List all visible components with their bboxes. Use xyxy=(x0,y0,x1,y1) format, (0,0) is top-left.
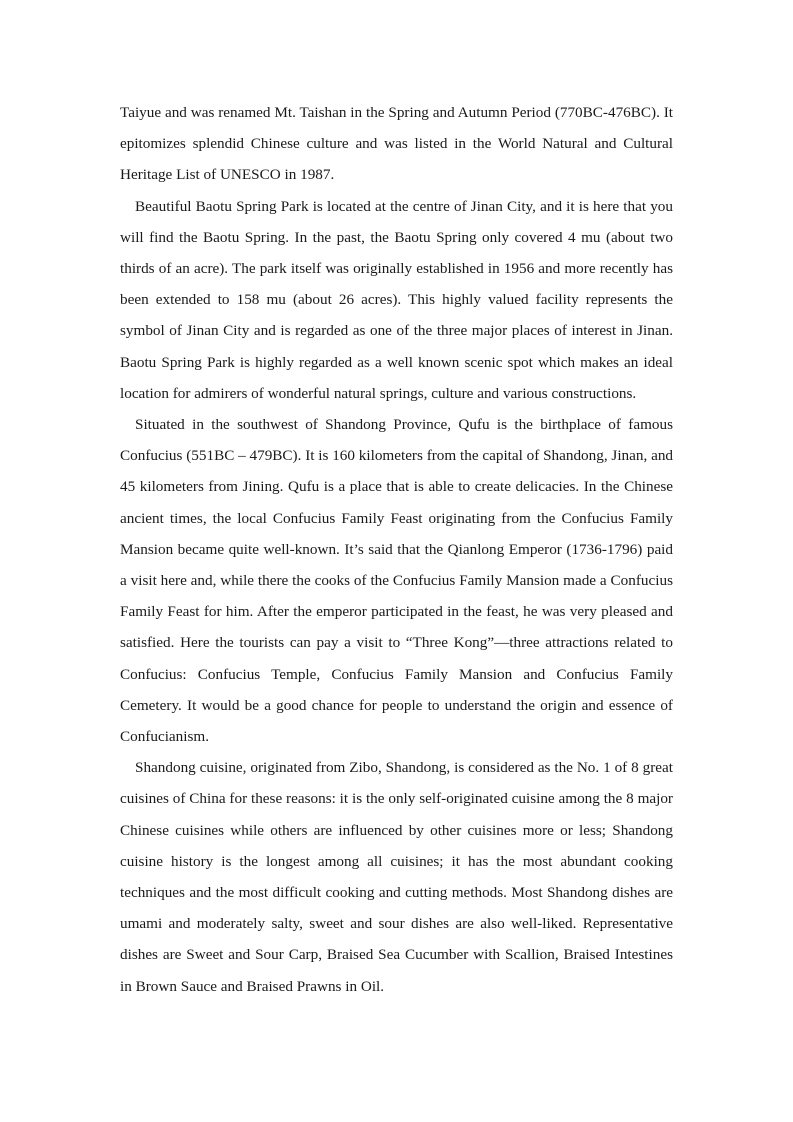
paragraph-taishan-continued: Taiyue and was renamed Mt. Taishan in the Spring and Autumn Period (770BC-476BC). It epitomizes splendid Chinese culture and was listed in the World Natural and Cultural Heritage List of UNESCO in 1987. xyxy=(120,104,673,184)
paragraph-shandong-cuisine: Shandong cuisine, originated from Zibo, Shandong, is considered as the No. 1 of 8 great cuisines of China for these reasons: it is the only self-originated cuisine among the 8 major Chinese cuisines while others are influenced by other cuisines more or less; Shandong cuisine history is the longest among all cuisines; it has the most abundant cooking techniques and the most difficult cooking and cutting methods. Most Shandong dishes are umami and moderately salty, sweet and sour dishes are also well-liked. Representative dishes are Sweet and Sour Carp, Braised Sea Cucumber with Scallion, Braised Intestines in Brown Sauce and Braised Prawns in Oil. xyxy=(120,759,673,995)
body-text xyxy=(120,97,673,1002)
paragraph-baotu-spring: Beautiful Baotu Spring Park is located at the centre of Jinan City, and it is here that you will find the Baotu Spring. In the past, the Baotu Spring only covered 4 mu (about two thirds of an acre). The park itself was originally established in 1956 and more recently has been extended to 158 mu (about 26 acres). This highly valued facility represents the symbol of Jinan City and is regarded as one of the three major places of interest in Jinan. Baotu Spring Park is highly regarded as a well known scenic spot which makes an ideal location for admirers of wonderful natural springs, culture and various constructions. xyxy=(120,197,673,402)
paragraph-qufu: Situated in the southwest of Shandong Province, Qufu is the birthplace of famous Confucius (551BC – 479BC). It is 160 kilometers from the capital of Shandong, Jinan, and 45 kilometers from Jining. Qufu is a place that is able to create delicacies. In the Chinese ancient times, the local Confucius Family Feast originating from the Confucius Family Mansion became quite well-known. It’s said that the Qianlong Emperor (1736-1796) paid a visit here and, while there the cooks of the Confucius Family Mansion made a Confucius Family Feast for him. After the emperor participated in the feast, he was very pleased and satisfied. Here the tourists can pay a visit to “Three Kong”—three attractions related to Confucius: Confucius Temple, Confucius Family Mansion and Confucius Family Cemetery. It would be a good chance for people to understand the origin and essence of Confucianism. xyxy=(120,416,674,746)
